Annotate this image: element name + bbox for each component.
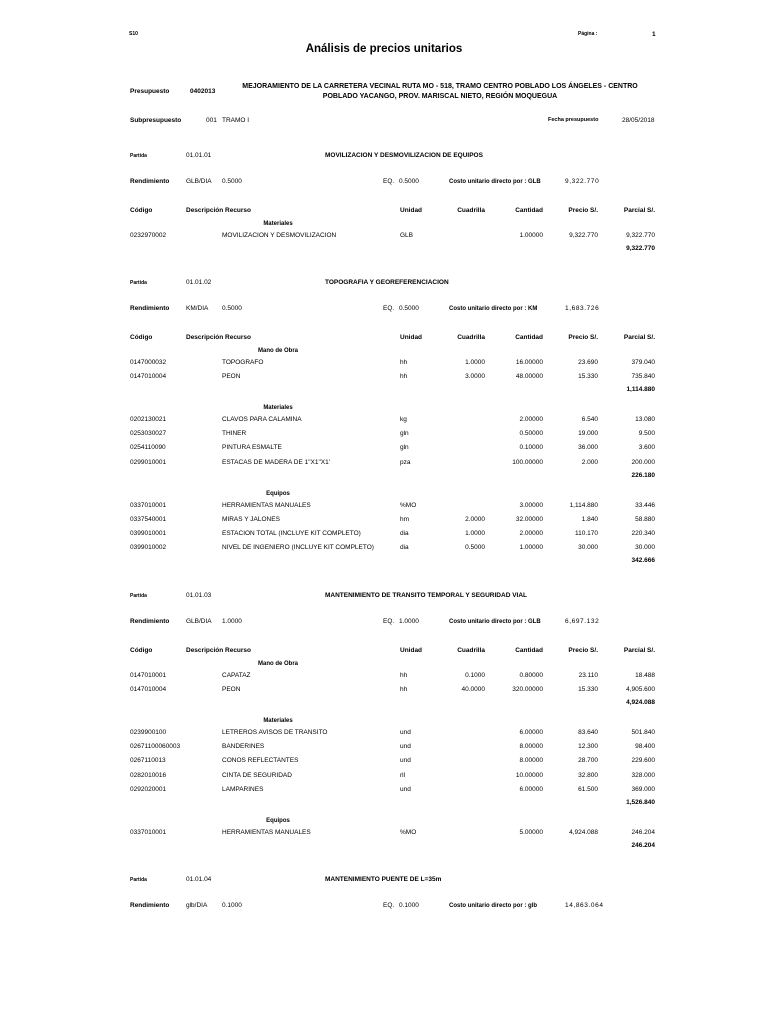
row-precio: 23.690 (578, 359, 598, 366)
row-codigo: 0337010001 (130, 501, 167, 509)
col-unidad: Unidad (400, 647, 423, 654)
row-descripcion: THINER (222, 430, 247, 438)
row-descripcion: CINTA DE SEGURIDAD (222, 771, 292, 779)
row-parcial: 58.880 (635, 515, 655, 523)
row-cantidad: 1.00000 (519, 543, 543, 551)
row-unidad: hh (400, 686, 408, 694)
row-parcial: 735.840 (631, 373, 655, 381)
row-precio: 9,322.770 (569, 232, 598, 239)
row-cantidad: 2.00000 (519, 416, 543, 424)
row-precio: 61.500 (578, 785, 598, 793)
row-parcial: 229.600 (631, 757, 655, 765)
row-descripcion: ESTACION TOTAL (INCLUYE KIT COMPLETO) (222, 529, 361, 537)
row-parcial: 379.040 (631, 359, 655, 366)
row-precio: 15.330 (578, 686, 598, 694)
col-codigo: Código (130, 334, 153, 341)
row-parcial: 4,905.600 (626, 686, 655, 694)
col-parcial: Parcial S/. (623, 207, 655, 214)
row-codigo: 0147010004 (130, 686, 167, 694)
partida-code: 01.01.01 (186, 152, 212, 159)
row-precio: 30.000 (578, 543, 598, 551)
fecha-value: 28/05/2018 (622, 117, 655, 124)
row-precio: 19.000 (578, 430, 598, 438)
presupuesto-description: MEJORAMIENTO DE LA CARRETERA VECINAL RUTA MO - 518, TRAMO CENTRO POBLADO LOS ÁNGELES - CENTRO POBLADO YACANGO, PROV. MARISCAL NIETO, REGIÓN MOQUEGUA (242, 83, 638, 100)
presupuesto-code: 0402013 (190, 88, 216, 95)
partida-name: MANTENIMIENTO PUENTE DE L=35m (325, 876, 442, 883)
partida-label: Partida (130, 877, 147, 883)
row-descripcion: HERRAMIENTAS MANUALES (222, 501, 311, 509)
row-parcial: 9,322.770 (626, 232, 655, 239)
row-unidad: hh (400, 373, 408, 381)
col-precio: Precio S/. (568, 207, 598, 214)
col-codigo: Código (130, 647, 153, 654)
eq-value: 0.5000 (399, 305, 419, 312)
row-codigo: 0253030027 (130, 430, 167, 438)
row-codigo: 0254110090 (130, 444, 166, 452)
group-name: Mano de Obra (257, 661, 298, 667)
row-unidad: und (400, 743, 411, 751)
row-unidad: GLB (400, 232, 414, 239)
row-precio: 1,114.880 (569, 501, 598, 509)
row-codigo: 0267110013 (130, 757, 166, 765)
col-cantidad: Cantidad (515, 207, 543, 214)
row-codigo: 0292020001 (130, 785, 167, 793)
row-parcial: 13.080 (635, 416, 655, 424)
rendimiento-value: 1.0000 (222, 618, 242, 625)
rendimiento-unit: KM/DIA (186, 305, 209, 312)
row-descripcion: HERRAMIENTAS MANUALES (222, 828, 311, 836)
group-name: Materiales (263, 718, 293, 725)
row-unidad: rll (400, 771, 406, 779)
eq-label: EQ. (383, 902, 395, 909)
row-unidad: hh (400, 359, 408, 366)
costo-unitario-label: Costo unitario directo por : glb (449, 903, 537, 909)
rendimiento-label: Rendimiento (130, 902, 170, 909)
row-descripcion: CONOS REFLECTANTES (222, 757, 299, 765)
row-cantidad: 8.00000 (519, 743, 543, 751)
row-descripcion: CAPATAZ (222, 672, 251, 679)
col-unidad: Unidad (400, 334, 423, 341)
row-codigo: 0202130021 (130, 416, 167, 424)
row-precio: 4,924.088 (569, 828, 598, 836)
row-descripcion: PINTURA ESMALTE (222, 444, 282, 452)
row-precio: 2.000 (581, 458, 598, 466)
row-precio: 110.170 (574, 529, 598, 537)
row-codigo: 0147010004 (130, 373, 167, 381)
row-cantidad: 0.80000 (519, 672, 543, 679)
row-cantidad: 48.00000 (515, 373, 543, 381)
partida-code: 01.01.03 (186, 592, 212, 599)
row-cuadrilla: 40.0000 (461, 686, 485, 694)
group-name: Equipos (266, 817, 290, 824)
subpresupuesto-name: TRAMO I (222, 117, 250, 124)
row-unidad: hm (400, 515, 410, 523)
row-unidad: %MO (400, 501, 417, 509)
row-descripcion: LAMPARINES (222, 785, 264, 793)
row-precio: 28.700 (578, 757, 598, 765)
row-cantidad: 1.00000 (519, 232, 543, 239)
col-cantidad: Cantidad (515, 647, 543, 654)
row-precio: 1.840 (581, 515, 598, 523)
row-parcial: 220.340 (631, 529, 655, 537)
col-cuadrilla: Cuadrilla (457, 334, 485, 341)
row-codigo: 0399010001 (130, 529, 167, 537)
row-unidad: und (400, 785, 411, 793)
row-codigo: 0239900100 (130, 729, 167, 737)
eq-label: EQ. (383, 618, 395, 625)
row-parcial: 328.000 (631, 771, 655, 779)
group-subtotal: 4,924.088 (626, 699, 655, 707)
row-codigo: 0147010001 (130, 672, 167, 679)
row-unidad: hh (400, 672, 408, 679)
fecha-label: Fecha presupuesto (548, 117, 599, 123)
partida-name: TOPOGRAFIA Y GEOREFERENCIACION (325, 279, 449, 286)
row-unidad: pza (400, 458, 411, 466)
partida-label: Partida (130, 153, 147, 159)
eq-label: EQ. (383, 305, 395, 312)
row-parcial: 246.204 (631, 828, 655, 836)
rendimiento-label: Rendimiento (130, 178, 170, 185)
rendimiento-value: 0.5000 (222, 305, 242, 312)
row-codigo: 0232970002 (130, 232, 167, 239)
row-parcial: 200.000 (631, 458, 655, 466)
row-cuadrilla: 3.0000 (465, 373, 485, 381)
group-subtotal: 9,322.770 (626, 245, 655, 253)
row-cuadrilla: 0.1000 (465, 672, 485, 679)
eq-value: 1.0000 (399, 618, 419, 625)
row-unidad: dia (400, 529, 409, 537)
col-precio: Precio S/. (568, 334, 598, 341)
row-cantidad: 320.00000 (512, 686, 543, 694)
report-code: S10 (129, 31, 138, 37)
row-cuadrilla: 2.0000 (465, 515, 485, 523)
col-descripcion: Descripción Recurso (186, 334, 252, 341)
rendimiento-label: Rendimiento (130, 618, 170, 625)
rendimiento-value: 0.1000 (222, 902, 242, 909)
group-subtotal: 226.180 (631, 471, 655, 479)
row-descripcion: MIRAS Y JALONES (222, 515, 280, 523)
row-codigo: 0337010001 (130, 828, 167, 836)
row-descripcion: BANDERINES (222, 743, 265, 751)
row-cantidad: 5.00000 (519, 828, 543, 836)
eq-label: EQ. (383, 178, 395, 185)
col-precio: Precio S/. (568, 647, 598, 654)
row-unidad: %MO (400, 828, 417, 836)
costo-unitario-label: Costo unitario directo por : KM (449, 306, 538, 312)
partida-name: MOVILIZACION Y DESMOVILIZACION DE EQUIPOS (325, 152, 483, 159)
row-cuadrilla: 1.0000 (465, 359, 485, 366)
subpresupuesto-value: 001 (206, 117, 217, 124)
row-codigo: 0299010001 (130, 458, 167, 466)
row-codigo: 0147000032 (130, 359, 167, 366)
row-parcial: 501.840 (631, 729, 655, 737)
row-codigo: 0282010016 (130, 771, 167, 779)
col-cuadrilla: Cuadrilla (457, 207, 485, 214)
partida-code: 01.01.04 (186, 876, 212, 883)
row-precio: 6.540 (581, 416, 598, 424)
partida-label: Partida (130, 280, 147, 286)
row-descripcion: TOPOGRAFO (222, 359, 264, 366)
row-cantidad: 0.50000 (519, 430, 543, 438)
row-descripcion: LETREROS AVISOS DE TRANSITO (222, 729, 328, 737)
row-cantidad: 16.00000 (515, 359, 543, 366)
row-cantidad: 2.00000 (519, 529, 543, 537)
rendimiento-unit: GLB/DIA (186, 178, 212, 185)
costo-unitario-value: 9,322.770 (565, 178, 600, 185)
row-unidad: kg (400, 416, 407, 424)
row-precio: 15.330 (578, 373, 598, 381)
row-precio: 36.000 (578, 444, 598, 452)
row-descripcion: CLAVOS PARA CALAMINA (222, 416, 302, 424)
costo-unitario-label: Costo unitario directo por : GLB (449, 179, 541, 185)
presupuesto-label: Presupuesto (130, 88, 170, 95)
row-precio: 23.110 (578, 672, 598, 679)
costo-unitario-value: 14,863.064 (565, 902, 604, 909)
page-number: 1 (652, 31, 656, 38)
col-cuadrilla: Cuadrilla (457, 647, 485, 654)
group-name: Mano de Obra (257, 348, 298, 354)
row-parcial: 3.600 (638, 444, 655, 452)
row-parcial: 98.400 (635, 743, 655, 751)
row-precio: 32.800 (578, 771, 598, 779)
row-cantidad: 3.00000 (519, 501, 543, 509)
subpresupuesto-label: Subpresupuesto (130, 117, 182, 124)
page-label: Página : (578, 31, 598, 37)
col-cantidad: Cantidad (515, 334, 543, 341)
costo-unitario-value: 6,697.132 (565, 618, 600, 625)
row-unidad: und (400, 729, 411, 737)
row-descripcion: PEON (222, 373, 241, 381)
col-parcial: Parcial S/. (623, 334, 655, 341)
row-unidad: gln (400, 430, 409, 438)
col-codigo: Código (130, 207, 153, 214)
row-cantidad: 6.00000 (519, 729, 543, 737)
row-unidad: und (400, 757, 411, 765)
eq-value: 0.5000 (399, 178, 419, 185)
group-subtotal: 246.204 (631, 841, 655, 849)
rendimiento-value: 0.5000 (222, 178, 242, 185)
col-descripcion: Descripción Recurso (186, 647, 252, 654)
row-parcial: 33.446 (635, 501, 655, 509)
group-subtotal: 1,526.840 (626, 798, 655, 806)
eq-value: 0.1000 (399, 902, 419, 909)
col-descripcion: Descripción Recurso (186, 207, 252, 214)
rendimiento-unit: glb/DIA (186, 902, 208, 909)
partida-code: 01.01.02 (186, 279, 212, 286)
row-cantidad: 8.00000 (519, 757, 543, 765)
row-cuadrilla: 1.0000 (465, 529, 485, 537)
row-codigo: 02671100060003 (130, 743, 181, 751)
row-unidad: gln (400, 444, 409, 452)
row-cantidad: 6.00000 (519, 785, 543, 793)
col-parcial: Parcial S/. (623, 647, 655, 654)
partida-name: MANTENIMIENTO DE TRANSITO TEMPORAL Y SEGURIDAD VIAL (325, 592, 527, 599)
row-parcial: 369.000 (631, 785, 655, 793)
row-cantidad: 100.00000 (512, 458, 543, 466)
group-name: Materiales (263, 405, 293, 412)
row-codigo: 0399010002 (130, 543, 167, 551)
row-precio: 83.640 (578, 729, 598, 737)
row-cuadrilla: 0.5000 (465, 543, 485, 551)
col-unidad: Unidad (400, 207, 423, 214)
row-descripcion: NIVEL DE INGENIERO (INCLUYE KIT COMPLETO) (222, 543, 374, 551)
row-parcial: 30.000 (635, 543, 655, 551)
row-cantidad: 10.00000 (515, 771, 543, 779)
row-cantidad: 32.00000 (515, 515, 543, 523)
costo-unitario-value: 1,683.726 (565, 305, 600, 312)
row-unidad: dia (400, 543, 409, 551)
page-title: Análisis de precios unitarios (305, 43, 463, 55)
group-name: Equipos (266, 490, 290, 497)
row-descripcion: ESTACAS DE MADERA DE 1"X1"X1' (222, 458, 330, 466)
row-codigo: 0337540001 (130, 515, 167, 523)
group-subtotal: 1,114.880 (626, 386, 655, 394)
row-precio: 12.300 (578, 743, 598, 751)
costo-unitario-label: Costo unitario directo por : GLB (449, 619, 541, 625)
group-name: Materiales (263, 221, 293, 227)
row-parcial: 9.500 (638, 430, 655, 438)
row-descripcion: PEON (222, 686, 241, 694)
row-descripcion: MOVILIZACION Y DESMOVILIZACION (222, 232, 337, 239)
row-parcial: 18.488 (635, 672, 655, 679)
rendimiento-unit: GLB/DIA (186, 618, 212, 625)
row-cantidad: 0.10000 (519, 444, 543, 452)
partida-label: Partida (130, 593, 147, 599)
rendimiento-label: Rendimiento (130, 305, 170, 312)
group-subtotal: 342.666 (631, 557, 655, 564)
